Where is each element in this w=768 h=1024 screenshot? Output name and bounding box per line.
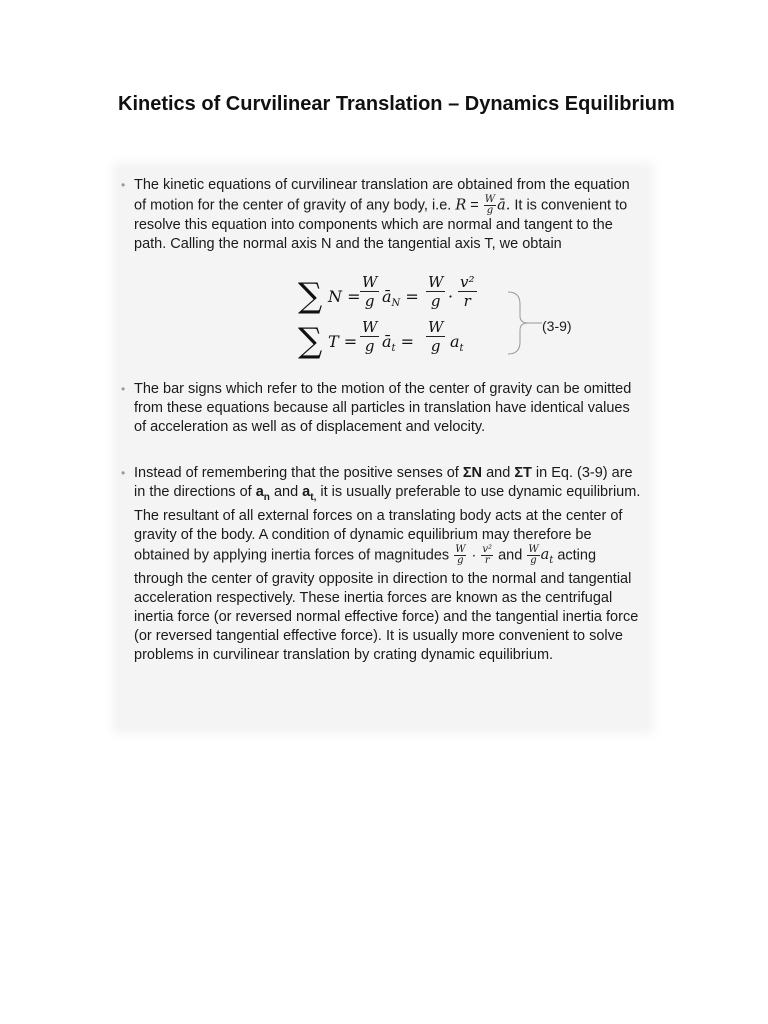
- sum-n: ΣN: [462, 465, 483, 481]
- eq2-frac-w-g: $\frac{W}{g}$: [362, 318, 378, 355]
- equation-tangential: [298, 318, 518, 366]
- bullet-dynamic-equilibrium: • Instead of remembering that the positive senses of ΣN and ΣT in Eq. (3-9) are in the directions of $a_n$ and $a_{t,}$ it is usually preferable to use dynamic equilibrium. The resultant of all external forces on a translating body acts at the center of gravity of the body. A condition of dynamic equilibrium may therefore be obtained by applying inertia forces of magnitudes $\frac{W}{g}$ · $\frac{\text{v²}}{r}$ and $\frac{W}{g}$ $a_t$ acting through the center of gravity opposite in direction to the normal and tangential acceleration respectively. These inertia forces are known as the centrifugal inertia force (or reversed normal effective force) and the tangential inertia force (or reversed tangential effective force). It is usually more convenient to solve problems in curvilinear translation by crating dynamic equilibrium.: [134, 464, 642, 665]
- frac-den: g: [486, 205, 494, 216]
- sigma-symbol: ∑: [298, 276, 323, 316]
- eq1-variable: N =: [328, 287, 361, 306]
- bullet-bar-signs: • The bar signs which refer to the motion of the center of gravity can be omitted from these equations because all particles in translation have identical values of acceleration as well as of displacement and velocity.: [134, 380, 642, 437]
- eq1-frac-w-g-2: $\frac{W}{g}$: [428, 273, 444, 310]
- a-n: $a_n$: [255, 484, 270, 503]
- eq2-abar: $ā_t$ =: [382, 332, 415, 355]
- bullet1-text-a: The kinetic equations of curvilinear translation are obtained from the equation of motion for the center of gravity of any body, i.e.: [134, 177, 630, 214]
- equation-normal: [298, 273, 518, 321]
- eq1-dot: ·: [448, 287, 454, 306]
- r-symbol: R: [455, 197, 467, 214]
- inertia-frac-v2-r: $\frac{\text{v²}}{r}$: [482, 543, 493, 566]
- eq2-frac-w-g-2: $\frac{W}{g}$: [428, 318, 444, 355]
- page-title: Kinetics of Curvilinear Translation – Dynamics Equilibrium: [118, 93, 675, 115]
- frac-num: W: [484, 194, 496, 205]
- sigma-symbol: ∑: [298, 321, 323, 361]
- inertia-frac-w-g: $\frac{W}{g}$: [455, 543, 466, 566]
- a-t: $a_{t,}$: [302, 484, 317, 503]
- bullet1-text-b: It is convenient to resolve this equation into components which are normal and tangent to the path. Calling the normal axis N and the tangential axis T, we obtain: [134, 197, 628, 252]
- eq2-at: $a_t$: [450, 332, 464, 355]
- sum-t: ΣT: [514, 465, 532, 481]
- eq1-frac-v2-r: $\frac{\text{v²}}{r}$: [460, 273, 475, 310]
- eq1-frac-w-g: $\frac{W}{g}$: [362, 273, 378, 310]
- slide-image: [118, 168, 648, 728]
- w-over-g-fraction: [484, 195, 496, 216]
- brace-icon: [506, 290, 542, 356]
- a-bar-symbol: ā.: [497, 197, 511, 214]
- a-t-symbol: $a_t$: [540, 547, 554, 567]
- equals-sign: =: [470, 197, 479, 214]
- inertia-frac-w-g-2: $\frac{W}{g}$: [528, 543, 539, 566]
- eq2-variable: T =: [328, 332, 358, 351]
- equation-label: (3-9): [542, 318, 572, 334]
- bullet-kinetic-equations: [134, 176, 642, 254]
- eq1-abar: $ā_N$ =: [382, 287, 419, 310]
